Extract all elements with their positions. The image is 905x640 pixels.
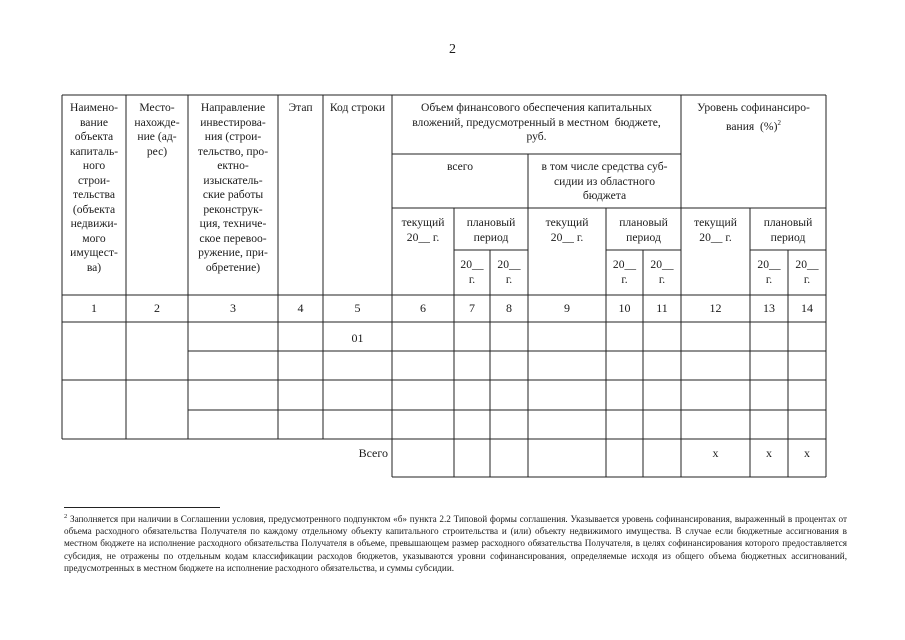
header-year-14: 20__ г. xyxy=(795,258,819,286)
column-number: 4 xyxy=(297,301,304,315)
header-current-year-3: текущий 20__ г. xyxy=(694,216,737,244)
header-year-10: 20__ г. xyxy=(612,258,637,286)
header-year-11: 20__ г. xyxy=(650,258,674,286)
total-x-col14: x xyxy=(804,446,810,460)
header-total: всего xyxy=(446,160,474,173)
footnote-mark: 2 xyxy=(64,513,68,520)
column-number: 8 xyxy=(506,301,512,315)
header-location: Место- нахожде- ние (ад- рес) xyxy=(134,101,180,158)
column-number: 2 xyxy=(154,301,160,315)
column-number: 11 xyxy=(656,301,668,315)
header-including-subsidy: в том числе средства суб- сидии из областного бюджета xyxy=(541,160,668,202)
column-number: 9 xyxy=(564,301,570,315)
header-direction: Направление инвестирова- ния (строи- тельство, про- ектно- изыскатель- ские работы реконструк- ция, техниче- ское перевоо- ружение, при- обретение) xyxy=(197,101,269,274)
header-planned-period-3: плановый период xyxy=(763,216,813,244)
header-financing-volume: Объем финансового обеспечения капитальных вложений, предусмотренный в местном бюджете, руб. xyxy=(412,101,661,143)
total-row-label: Всего xyxy=(358,446,388,460)
column-number: 10 xyxy=(618,301,631,315)
header-planned-period-1: плановый период xyxy=(466,216,516,244)
column-number: 6 xyxy=(420,301,426,315)
header-cofinancing-level: Уровень софинансиро- вания (%)$^2$ xyxy=(697,101,810,133)
column-number: 3 xyxy=(230,301,236,315)
header-stage: Этап xyxy=(288,101,313,114)
header-planned-period-2: плановый период xyxy=(619,216,668,244)
column-number: 7 xyxy=(469,301,475,315)
header-year-7: 20__ г. xyxy=(460,258,484,286)
column-number: 14 xyxy=(801,301,813,315)
page-number: 2 xyxy=(449,42,456,57)
header-year-8: 20__ г. xyxy=(497,258,521,286)
header-object-name: Наимено- вание объекта капиталь- ного строи- тельства (объекта недвижи- мого имущест- ва) xyxy=(69,101,119,274)
column-number: 13 xyxy=(763,301,775,315)
footnote xyxy=(64,511,847,574)
footnote-separator xyxy=(64,507,220,508)
line-code-01: 01 xyxy=(351,331,364,345)
header-line-code: Код строки xyxy=(329,101,386,114)
column-number: 12 xyxy=(709,301,722,315)
total-x-col12: x xyxy=(712,446,719,460)
footnote-text: Заполняется при наличии в Соглашении условия, предусмотренного подпунктом «б» пункта 2.2 Типовой формы соглашения. Указывается уровень софинансирования, выраженный в процентах от объема расходного обязательства Получателя по каждому отдельному объекту капитального строительства и (или) объекту недвижимого имущества. В случае если бюджетные ассигнования в местном бюджете на исполнение расходного обязательства Получателя в объеме, превышающем размер расходного обязательства Получателя, в целях софинансирования которого предоставляется субсидия, не отражены по отдельным кодам классификации расходов бюджетов, указываются уровни софинансирования, определяемые исходя из общего объема бюджетных ассигнований, предусмотренных в местном бюджете на исполнение расходного обязательства, и суммы субсидии. xyxy=(64,514,847,573)
header-year-13: 20__ г. xyxy=(757,258,781,286)
column-number: 5 xyxy=(354,301,361,315)
column-number: 1 xyxy=(91,301,97,315)
total-x-col13: x xyxy=(766,446,772,460)
header-current-year-1: текущий 20__ г. xyxy=(401,216,445,244)
header-current-year-2: текущий 20__ г. xyxy=(545,216,589,244)
